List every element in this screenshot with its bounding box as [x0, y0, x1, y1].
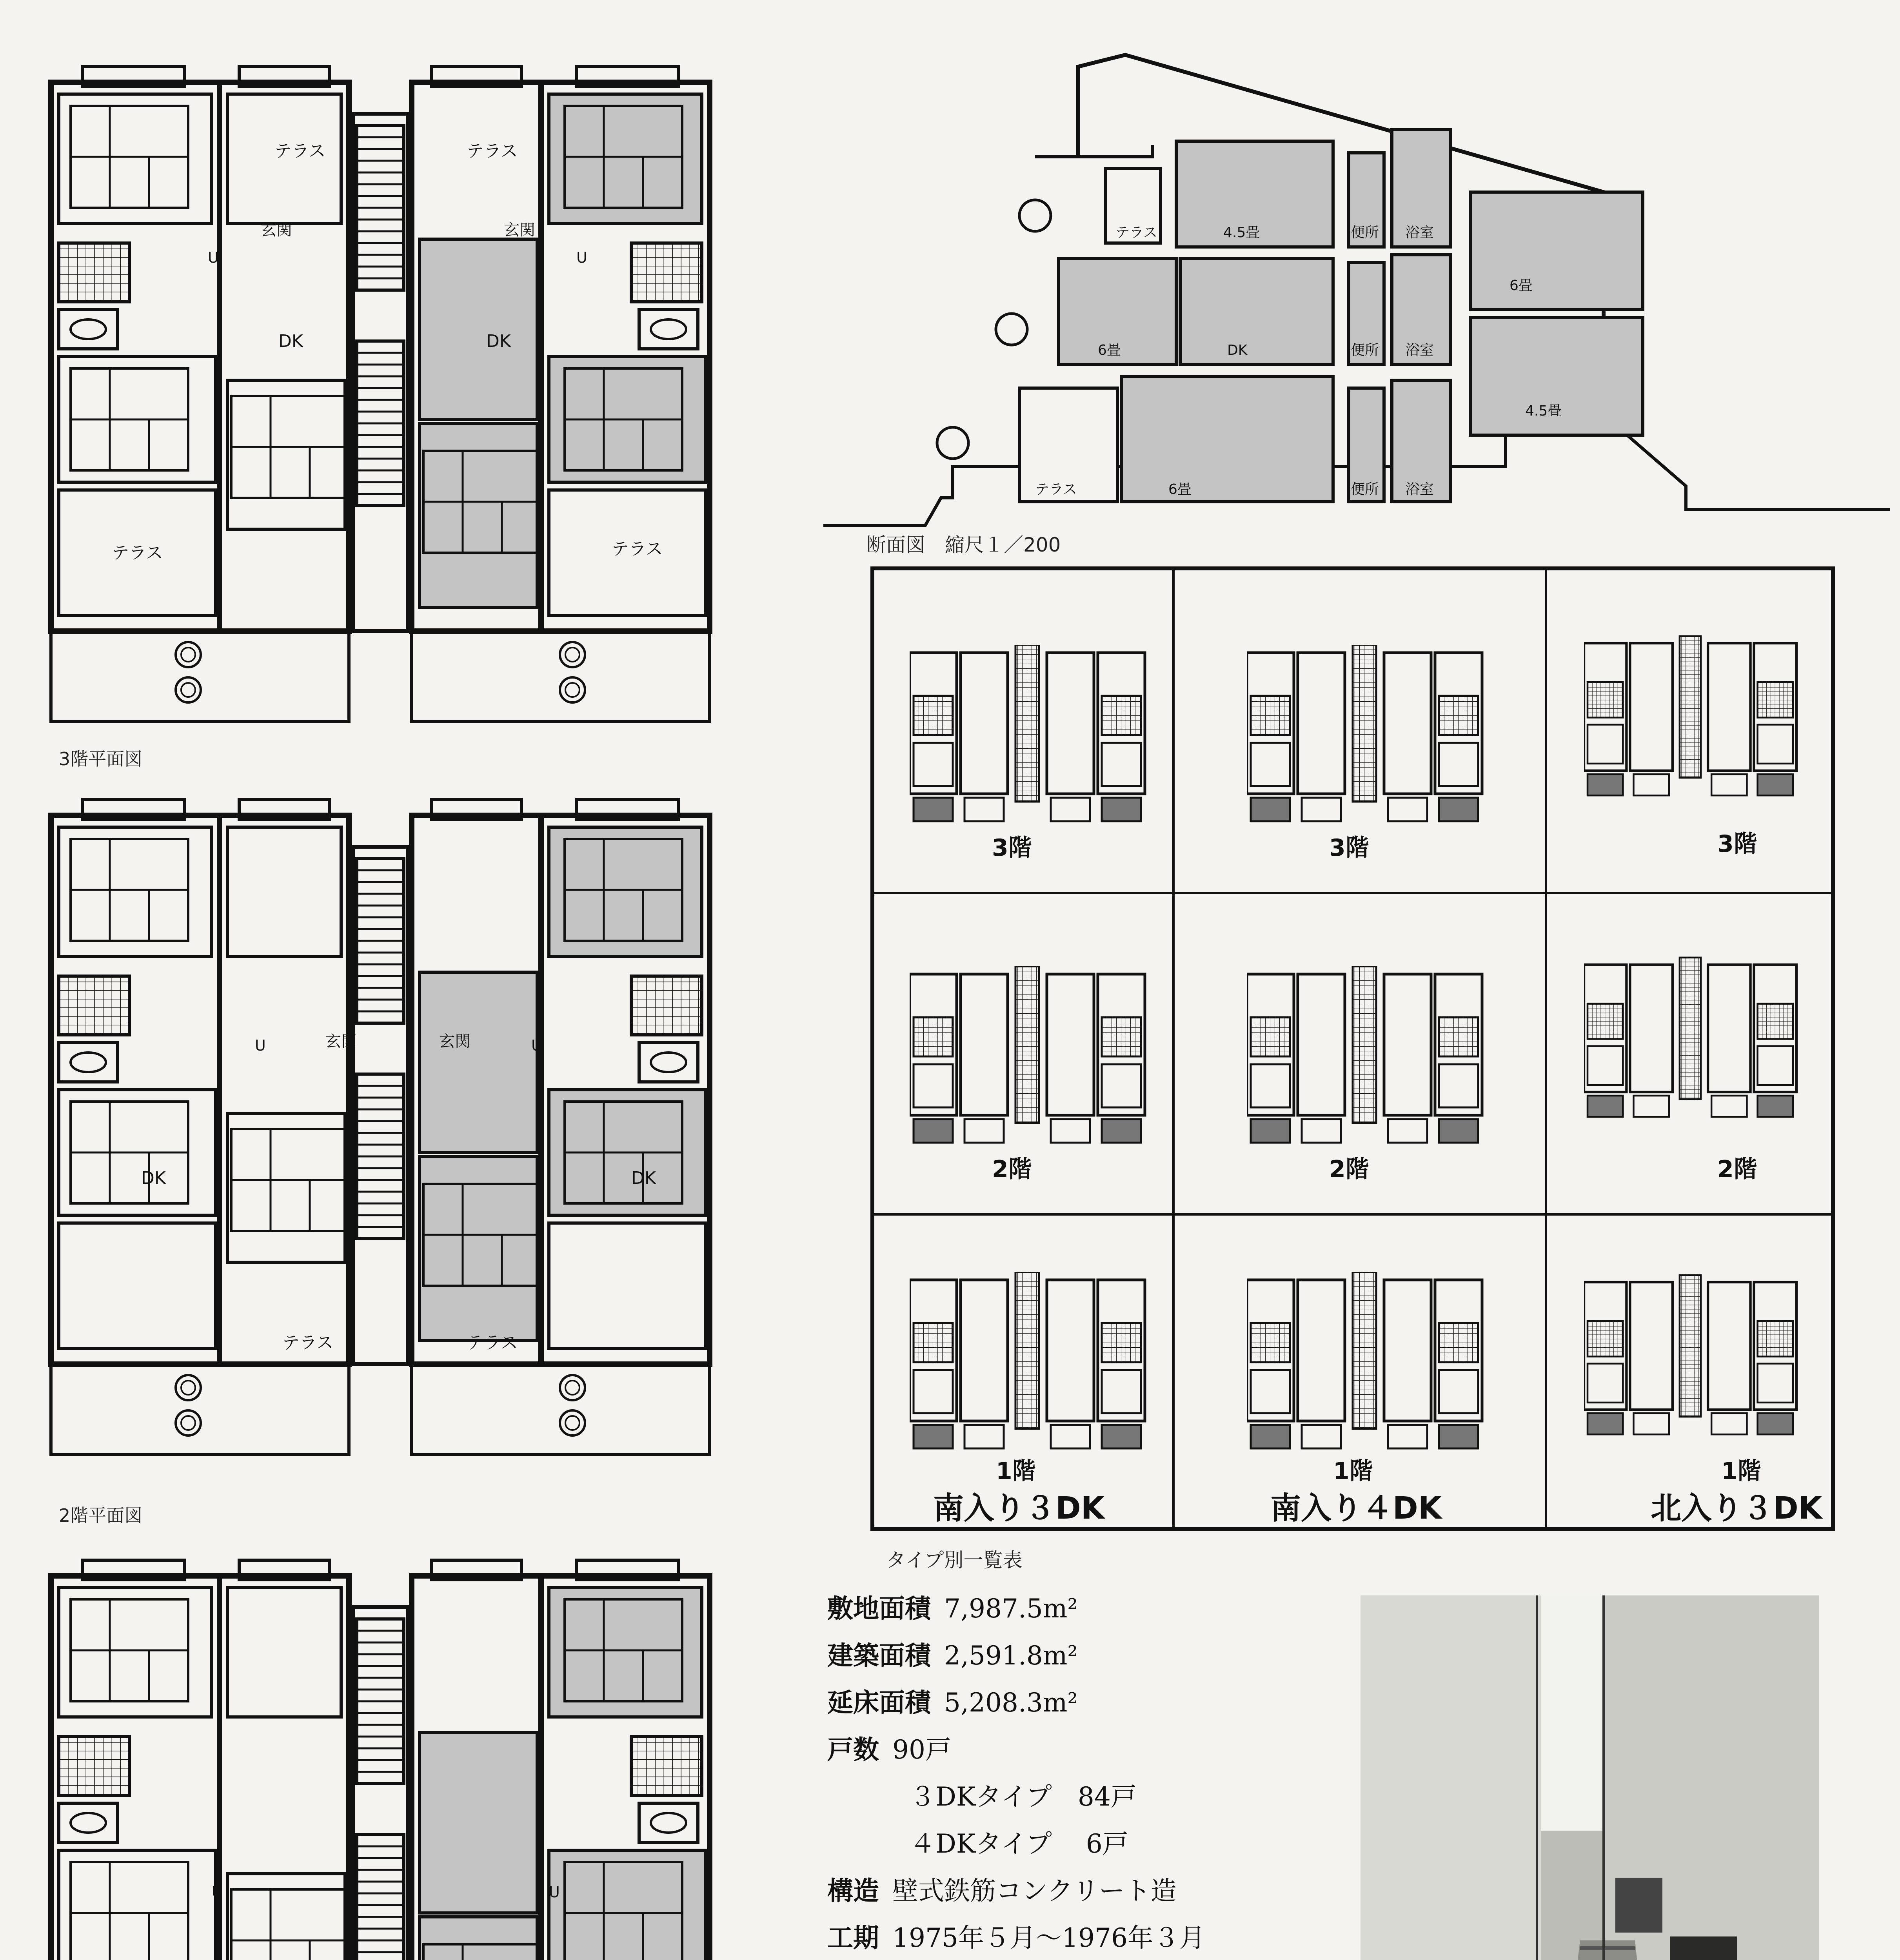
- type-mini-plan: [1584, 610, 1804, 829]
- spec-type-3dk: ３DKタイプ 84戸: [910, 1782, 1137, 1812]
- third-floor-caption: 3階平面図: [59, 748, 143, 769]
- type-name: 南入り４DK: [1270, 1491, 1442, 1526]
- label: テラス: [112, 543, 163, 563]
- spec-type-4dk: ４DKタイプ 6戸: [910, 1829, 1128, 1859]
- type-name: 南入り３DK: [933, 1491, 1105, 1526]
- label: 便所: [1351, 481, 1379, 497]
- type-table-caption: タイプ別一覧表: [886, 1549, 1023, 1572]
- type-name: 北入り３DK: [1651, 1491, 1822, 1526]
- label: テラス: [467, 141, 518, 161]
- type-mini-plan: [1247, 1272, 1490, 1456]
- label: 玄関: [325, 1033, 357, 1051]
- floor-label: 3階: [1329, 834, 1369, 862]
- spec-floor-area: 延床面積 5,208.3m²: [827, 1688, 1078, 1718]
- label: U: [208, 249, 219, 266]
- second-floor-plan: [43, 792, 749, 1466]
- floor-label: 2階: [1717, 1156, 1757, 1183]
- label: 玄関: [261, 221, 292, 239]
- first-floor-plan: [43, 1552, 749, 1960]
- label: テラス: [274, 141, 326, 161]
- type-mini-plan: [1584, 931, 1804, 1151]
- label: 浴室: [1406, 481, 1434, 497]
- label: DK: [486, 331, 511, 351]
- section-caption: 断面図 縮尺１／200: [866, 534, 1061, 556]
- label: テラス: [282, 1333, 334, 1353]
- label: DK: [1227, 342, 1248, 358]
- type-mini-plan: [910, 1272, 1153, 1456]
- label: 玄関: [504, 221, 535, 239]
- spec-site-area: 敷地面積 7,987.5m²: [827, 1593, 1078, 1624]
- label: DK: [631, 1168, 656, 1188]
- floor-label: 2階: [1329, 1156, 1369, 1183]
- label: 4.5畳: [1525, 403, 1562, 419]
- label: U: [549, 1884, 560, 1901]
- spec-units: 戸数 90戸: [827, 1735, 951, 1765]
- approach-photo: [1361, 1595, 1819, 1960]
- label: 6畳: [1168, 481, 1192, 497]
- floor-label: 1階: [996, 1457, 1036, 1485]
- label: U: [212, 1884, 223, 1901]
- spec-period: 工期 1975年５月〜1976年３月: [827, 1923, 1205, 1953]
- label: 浴室: [1406, 225, 1434, 241]
- type-mini-plan: [1247, 645, 1490, 829]
- label: テラス: [1115, 225, 1157, 241]
- label: U: [576, 249, 587, 266]
- type-mini-plan: [1584, 1260, 1804, 1456]
- label: 6畳: [1098, 342, 1121, 358]
- floor-label: 2階: [992, 1156, 1032, 1183]
- floor-label: 3階: [1717, 830, 1757, 858]
- type-table: [870, 566, 1835, 1531]
- spec-structure: 構造 壁式鉄筋コンクリート造: [827, 1876, 1177, 1906]
- label: 便所: [1351, 342, 1379, 358]
- label: テラス: [1035, 481, 1077, 497]
- second-floor-caption: 2階平面図: [59, 1505, 143, 1526]
- label: 4.5畳: [1223, 225, 1260, 241]
- label: U: [531, 1037, 542, 1054]
- floor-label: 1階: [1333, 1457, 1373, 1485]
- label: テラス: [467, 1333, 518, 1353]
- floor-label: 3階: [992, 834, 1032, 862]
- label: テラス: [612, 539, 663, 559]
- third-floor-plan: [43, 59, 749, 733]
- label: 6畳: [1509, 278, 1533, 294]
- spec-building-area: 建築面積 2,591.8m²: [827, 1641, 1078, 1671]
- label: 浴室: [1406, 342, 1434, 358]
- label: 玄関: [439, 1033, 470, 1051]
- floor-label: 1階: [1721, 1457, 1761, 1485]
- type-mini-plan: [1247, 966, 1490, 1151]
- type-mini-plan: [910, 645, 1153, 829]
- label: DK: [141, 1168, 166, 1188]
- label: U: [255, 1037, 266, 1054]
- section-drawing: [823, 43, 1898, 537]
- label: DK: [278, 331, 303, 351]
- label: 便所: [1351, 225, 1379, 241]
- type-mini-plan: [910, 966, 1153, 1151]
